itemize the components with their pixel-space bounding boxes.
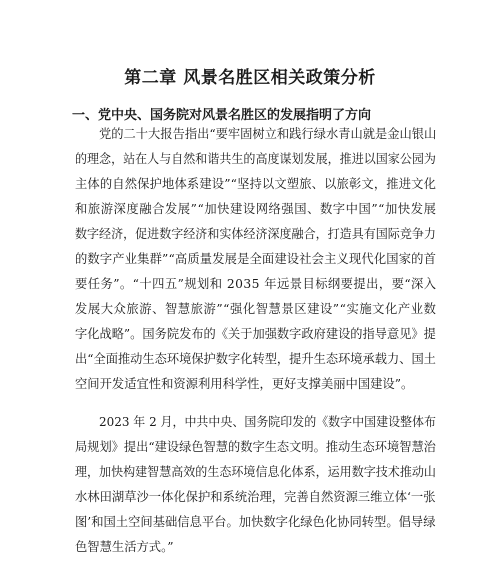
paragraph-line: 和旅游深度融合发展”“加快建设网络强国、数字中国”“加快发展 — [75, 202, 437, 216]
paragraph-line: 的理念，站在人与自然和谐共生的高度谋划发展，推进以国家公园为 — [75, 152, 436, 166]
paragraph-line: 字化战略”。国务院发布的《关于加强数字政府建设的指导意见》提 — [75, 327, 436, 341]
paragraph-line: 数字经济，促进数字经济和实体经济深度融合，打造具有国际竞争力 — [75, 227, 436, 241]
paragraph-line: 主体的自然保护地体系建设”“坚持以文塑旅、以旅彰文，推进文化 — [75, 177, 437, 191]
paragraph-line: 要任务”。“十四五”规划和 2035 年远景目标纲要提出，要“深入 — [75, 277, 437, 291]
paragraph-line: 局规划》提出“建设绿色智慧的数字生态文明。推动生态环境智慧治 — [75, 440, 436, 454]
paragraph-line: 水林田湖草沙一体化保护和系统治理，完善自然资源三维立体‘一张 — [75, 490, 436, 504]
paragraph-line: 2023 年 2 月，中共中央、国务院印发的《数字中国建设整体布 — [99, 415, 436, 429]
paragraph-line: 的数字产业集群”“高质量发展是全面建设社会主义现代化国家的首 — [75, 252, 437, 266]
paragraph-line: 党的二十大报告指出“要牢固树立和践行绿水青山就是金山银山 — [99, 127, 437, 141]
paragraph-line: 色智慧生活方式。” — [75, 540, 174, 554]
paragraph-line: 空间开发适宜性和资源利用科学性，更好支撑美丽中国建设”。 — [75, 377, 414, 391]
paragraph-line: 出“全面推动生态环境保护数字化转型，提升生态环境承载力、国土 — [75, 352, 436, 366]
paragraph-line: 理，加快构建智慧高效的生态环境信息化体系，运用数字技术推动山 — [75, 465, 436, 479]
chapter-title: 第二章 风景名胜区相关政策分析 — [124, 68, 376, 88]
section-heading: 一、党中央、国务院对风景名胜区的发展指明了方向 — [72, 108, 372, 123]
paragraph-line: 发展大众旅游、智慧旅游”“强化智慧景区建设”“实施文化产业数 — [75, 302, 437, 316]
paragraph-line: 图’和国土空间基础信息平台。加快数字化绿色化协同转型。倡导绿 — [75, 515, 436, 529]
